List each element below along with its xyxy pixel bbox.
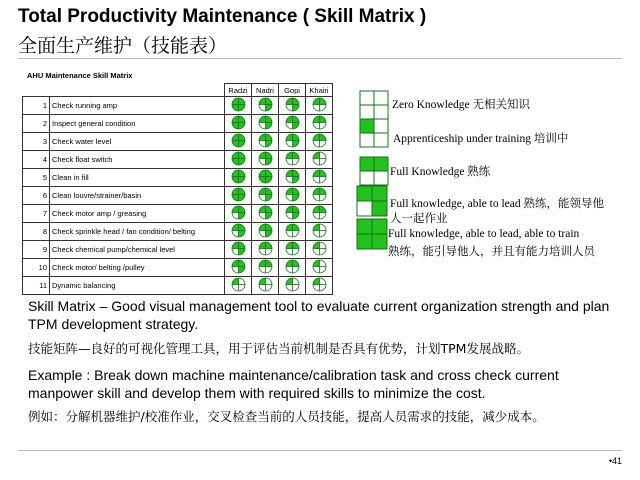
- skill-level-circle-icon: [252, 223, 279, 241]
- name-header: Khairi: [306, 84, 333, 97]
- task-number: 3: [23, 133, 50, 151]
- skill-level-circle-icon: [279, 97, 306, 115]
- skill-level-circle-icon: [252, 259, 279, 277]
- legend-label-line2: 熟练，能引导他人，并且有能力培训人员: [388, 246, 595, 258]
- skill-level-circle-icon: [279, 205, 306, 223]
- description-cn: 技能矩阵—良好的可视化管理工具，用于评估当前机制是否具有优势，计划TPM发展战略。: [28, 341, 529, 356]
- task-name: Check chemical pump/chemical level: [50, 241, 225, 259]
- skill-level-circle-icon: [306, 259, 333, 277]
- task-name: Check float switch: [50, 151, 225, 169]
- skill-level-circle-icon: [306, 241, 333, 259]
- footer-divider: [18, 450, 622, 451]
- skill-matrix-table: [22, 83, 333, 295]
- task-name: Dynamic balancing: [50, 277, 225, 295]
- skill-level-circle-icon: [225, 169, 252, 187]
- legend-label: Zero Knowledge 无相关知识: [392, 99, 530, 111]
- skill-level-circle-icon: [225, 259, 252, 277]
- example-cn: 例如：分解机器维护/校准作业，交叉检查当前的人员技能，提高人员需求的技能，减少成本。: [28, 409, 545, 424]
- skill-level-circle-icon: [279, 133, 306, 151]
- task-name: Check water level: [50, 133, 225, 151]
- matrix-title: AHU Maintenance Skill Matrix: [27, 71, 133, 80]
- task-name: Check sprinkle head / fan condition/ belting: [50, 223, 225, 241]
- skill-level-circle-icon: [252, 97, 279, 115]
- table-row: [23, 133, 333, 151]
- task-number: 6: [23, 187, 50, 205]
- skill-level-circle-icon: [252, 133, 279, 151]
- task-number: 9: [23, 241, 50, 259]
- page-number: •41: [608, 456, 622, 466]
- description-en: Skill Matrix – Good visual management tool to evaluate current organization strength and plan TPM development strategy.: [28, 298, 610, 332]
- legend-label: Apprenticeship under training 培训中: [393, 133, 569, 145]
- skill-level-circle-icon: [252, 277, 279, 295]
- legend-label: Full knowledge, able to lead, able to train: [388, 228, 580, 240]
- task-number: 10: [23, 259, 50, 277]
- title-divider: [18, 58, 622, 59]
- table-row: [23, 205, 333, 223]
- skill-level-circle-icon: [306, 133, 333, 151]
- skill-level-circle-icon: [279, 241, 306, 259]
- task-number: 5: [23, 169, 50, 187]
- task-name: Inspect general condition: [50, 115, 225, 133]
- skill-level-square-icon: [359, 118, 389, 153]
- skill-level-square-icon: [356, 185, 388, 222]
- matrix-header-row: [23, 84, 333, 97]
- name-header: Radzi: [225, 84, 252, 97]
- skill-level-circle-icon: [225, 187, 252, 205]
- skill-level-circle-icon: [225, 115, 252, 133]
- skill-level-circle-icon: [252, 205, 279, 223]
- table-row: [23, 277, 333, 295]
- task-name: Check motor/ belting /pulley: [50, 259, 225, 277]
- skill-level-circle-icon: [225, 241, 252, 259]
- skill-level-circle-icon: [225, 205, 252, 223]
- table-row: [23, 115, 333, 133]
- table-row: [23, 169, 333, 187]
- task-number: 4: [23, 151, 50, 169]
- skill-level-circle-icon: [306, 205, 333, 223]
- skill-level-circle-icon: [306, 187, 333, 205]
- task-number: 1: [23, 97, 50, 115]
- page-title: Total Productivity Maintenance ( Skill Matrix ): [18, 6, 427, 27]
- skill-level-circle-icon: [306, 151, 333, 169]
- task-number: 2: [23, 115, 50, 133]
- skill-level-circle-icon: [306, 169, 333, 187]
- skill-level-square-icon: [356, 218, 388, 255]
- skill-level-circle-icon: [279, 169, 306, 187]
- table-row: [23, 97, 333, 115]
- skill-level-circle-icon: [252, 241, 279, 259]
- task-number: 7: [23, 205, 50, 223]
- skill-level-circle-icon: [279, 277, 306, 295]
- skill-level-circle-icon: [306, 223, 333, 241]
- skill-level-circle-icon: [306, 97, 333, 115]
- task-number: 8: [23, 223, 50, 241]
- legend-label: Full Knowledge 熟练: [390, 166, 491, 178]
- skill-level-circle-icon: [225, 223, 252, 241]
- skill-level-circle-icon: [225, 151, 252, 169]
- page-title-chinese: 全面生产维护（技能表）: [18, 35, 228, 57]
- skill-level-circle-icon: [279, 151, 306, 169]
- task-name: Clean louvre/strainer/basin: [50, 187, 225, 205]
- skill-level-circle-icon: [279, 223, 306, 241]
- name-header: Gopi: [279, 84, 306, 97]
- skill-level-circle-icon: [306, 115, 333, 133]
- skill-level-circle-icon: [252, 169, 279, 187]
- task-name: Check motor amp / greasing: [50, 205, 225, 223]
- skill-level-circle-icon: [279, 187, 306, 205]
- skill-level-circle-icon: [225, 277, 252, 295]
- table-row: [23, 187, 333, 205]
- skill-level-circle-icon: [306, 277, 333, 295]
- table-row: [23, 259, 333, 277]
- skill-level-circle-icon: [225, 97, 252, 115]
- skill-level-circle-icon: [279, 259, 306, 277]
- table-row: [23, 223, 333, 241]
- table-row: [23, 151, 333, 169]
- skill-level-circle-icon: [252, 115, 279, 133]
- skill-level-circle-icon: [279, 115, 306, 133]
- legend-label: Full knowledge, able to lead 熟练，能领导他: [390, 198, 604, 210]
- example-en: Example : Break down machine maintenance/calibration task and cross check current manpower skill and develop them with required skills to minimize the cost.: [28, 367, 559, 401]
- name-header: Nadri: [252, 84, 279, 97]
- legend-label-line2: 人一起作业: [390, 213, 448, 225]
- table-row: [23, 241, 333, 259]
- task-number: 11: [23, 277, 50, 295]
- skill-level-circle-icon: [252, 151, 279, 169]
- task-name: Check running amp: [50, 97, 225, 115]
- skill-level-circle-icon: [225, 133, 252, 151]
- task-name: Clean in fill: [50, 169, 225, 187]
- skill-level-circle-icon: [252, 187, 279, 205]
